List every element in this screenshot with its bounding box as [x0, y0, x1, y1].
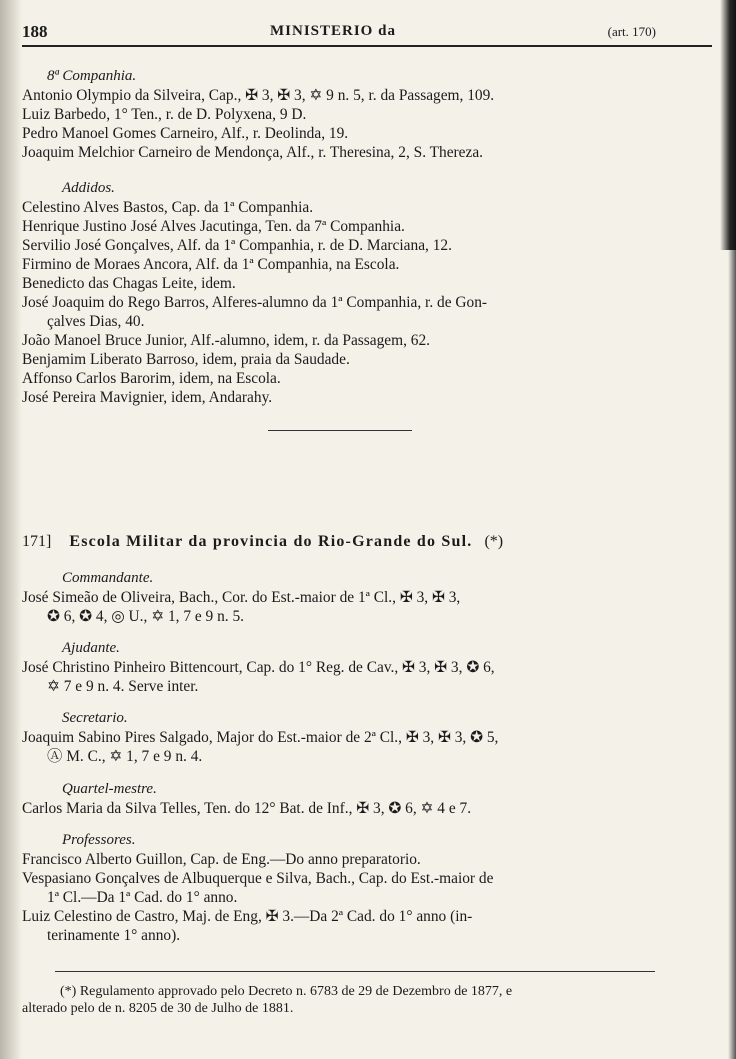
school-name: Escola Militar da provincia do Rio-Grande do Sul.: [69, 533, 473, 550]
roster-line: José Simeão de Oliveira, Bach., Cor. do Est.-maior de 1ª Cl., ✠ 3, ✠ 3,: [22, 589, 461, 606]
running-header: [22, 22, 662, 44]
footnote-line: (*) Regulamento approvado pelo Decreto n. 6783 de 29 de Dezembro de 1877, e: [60, 984, 513, 999]
section-heading: 8ª Companhia.: [47, 68, 137, 84]
roster-line: Joaquim Sabino Pires Salgado, Major do Est.-maior de 2ª Cl., ✠ 3, ✠ 3, ✪ 5,: [22, 729, 499, 746]
roster-line: Servilio José Gonçalves, Alf. da 1ª Companhia, r. de D. Marciana, 12.: [22, 237, 452, 254]
section-separator-rule: [268, 430, 412, 431]
professores-section: [22, 830, 682, 945]
roster-line-continuation: ✡ 7 e 9 n. 4. Serve inter.: [47, 678, 199, 695]
section-heading: Professores.: [62, 832, 136, 848]
section-heading: Quartel-mestre.: [62, 781, 157, 797]
roster-line: Pedro Manoel Gomes Carneiro, Alf., r. Deolinda, 19.: [22, 125, 349, 142]
roster-line: Antonio Olympio da Silveira, Cap., ✠ 3, ✠ 3, ✡ 9 n. 5, r. da Passagem, 109.: [22, 87, 495, 104]
commandante-section: [22, 568, 682, 626]
roster-line: José Christino Pinheiro Bittencourt, Cap. do 1° Reg. de Cav., ✠ 3, ✠ 3, ✪ 6,: [22, 659, 495, 676]
roster-line: Joaquim Melchior Carneiro de Mendonça, Alf., r. Theresina, 2, S. Thereza.: [22, 144, 484, 161]
roster-line-continuation: 1ª Cl.—Da 1ª Cad. do 1° anno.: [47, 889, 238, 906]
roster-line: Affonso Carlos Barorim, idem, na Escola.: [22, 370, 281, 387]
page-right-edge-shadow: [720, 0, 736, 250]
running-title: MINISTERIO da: [270, 23, 396, 39]
section-heading: Commandante.: [62, 570, 154, 586]
footnote-marker: (*): [484, 533, 504, 550]
roster-line: Francisco Alberto Guillon, Cap. de Eng.—Do anno preparatorio.: [22, 851, 421, 868]
roster-line-continuation: çalves Dias, 40.: [47, 313, 145, 330]
roster-line: Benedicto das Chagas Leite, idem.: [22, 275, 236, 292]
roster-line: José Joaquim do Rego Barros, Alferes-alumno da 1ª Companhia, r. de Gon-: [22, 294, 488, 311]
section-heading: Addidos.: [62, 180, 115, 196]
article-reference: (art. 170): [607, 24, 656, 39]
roster-line-continuation: Ⓐ M. C., ✡ 1, 7 e 9 n. 4.: [47, 748, 203, 765]
section-heading: Ajudante.: [62, 640, 120, 656]
roster-line: Luiz Celestino de Castro, Maj. de Eng, ✠ 3.—Da 2ª Cad. do 1° anno (in-: [22, 908, 473, 925]
addidos-section: [22, 178, 682, 407]
roster-line-continuation: ✪ 6, ✪ 4, ◎ U., ✡ 1, 7 e 9 n. 5.: [47, 608, 245, 625]
ajudante-section: [22, 638, 682, 696]
roster-line: Celestino Alves Bastos, Cap. da 1ª Companhia.: [22, 199, 314, 216]
roster-line: José Pereira Mavignier, idem, Andarahy.: [22, 389, 273, 406]
page-right-edge-shadow-lower: [728, 250, 736, 1059]
roster-line: Benjamim Liberato Barroso, idem, praia da Saudade.: [22, 351, 350, 368]
section-heading: Secretario.: [62, 710, 128, 726]
footnote-line: alterado pelo de n. 8205 de 30 de Julho de 1881.: [22, 1001, 294, 1016]
footnote: [22, 983, 682, 1017]
quartel-section: [22, 779, 682, 818]
roster-line: Luiz Barbedo, 1° Ten., r. de D. Polyxena, 9 D.: [22, 106, 307, 123]
page-number: 188: [22, 22, 48, 41]
roster-line: João Manoel Bruce Junior, Alf.-alumno, idem, r. da Passagem, 62.: [22, 332, 431, 349]
header-rule: [22, 45, 712, 47]
roster-line: Carlos Maria da Silva Telles, Ten. do 12° Bat. de Inf., ✠ 3, ✪ 6, ✡ 4 e 7.: [22, 800, 472, 817]
article-number: 171]: [22, 533, 52, 550]
secretario-section: [22, 708, 682, 766]
roster-line: Firmino de Moraes Ancora, Alf. da 1ª Companhia, na Escola.: [22, 256, 400, 273]
roster-line-continuation: terinamente 1° anno).: [47, 927, 181, 944]
company-section: [22, 66, 682, 162]
roster-line: Vespasiano Gonçalves de Albuquerque e Silva, Bach., Cap. do Est.-maior de: [22, 870, 494, 887]
school-title: [22, 532, 682, 552]
page-left-edge-shadow: [0, 0, 22, 1059]
footnote-rule: [55, 971, 655, 972]
roster-line: Henrique Justino José Alves Jacutinga, Ten. da 7ª Companhia.: [22, 218, 405, 235]
